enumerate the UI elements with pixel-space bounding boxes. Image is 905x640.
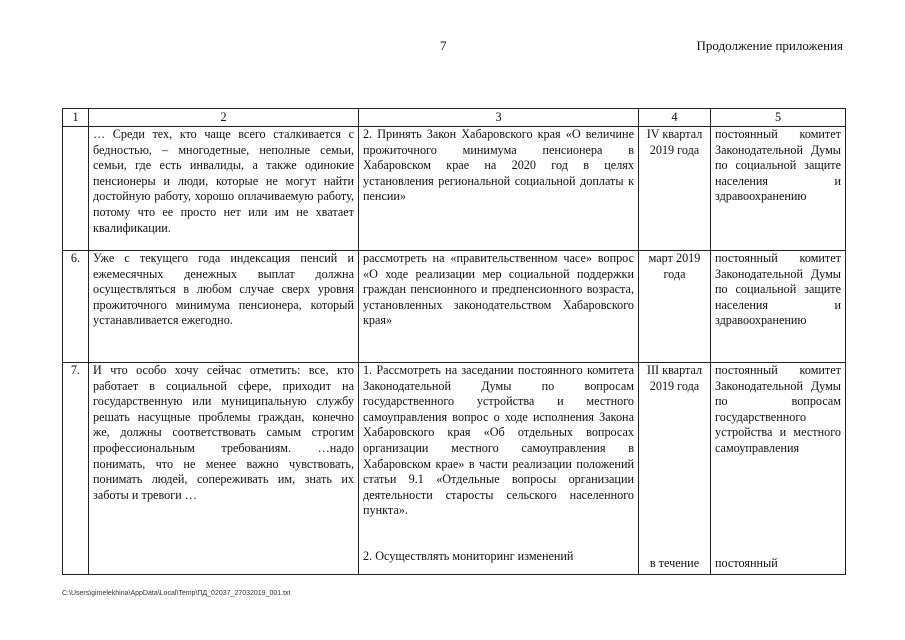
page-number: 7 <box>440 38 447 53</box>
action-cell: рассмотреть на «правительственном часе» вопрос «О ходе реализации мер социальной поддержки граждан пенсионного и предпенсионного возраста, установленных законодательством Хабаровского края» <box>359 251 639 363</box>
responsible-item-2: постоянный <box>715 556 778 571</box>
action-cell: 2. Принять Закон Хабаровского края «О величине прожиточного минимума пенсионера в Хабаровском крае на 2020 год в целях установления региональной социальной доплаты к пенсии» <box>359 127 639 251</box>
term-cell: IV квартал 2019 года <box>639 127 711 251</box>
column-header: 4 <box>639 109 711 127</box>
column-header: 1 <box>63 109 89 127</box>
table-row <box>63 127 846 251</box>
row-number: 7. <box>63 363 89 575</box>
row-number: 6. <box>63 251 89 363</box>
term-cell: март 2019 года <box>639 251 711 363</box>
table-row <box>63 363 846 575</box>
row-number <box>63 127 89 251</box>
column-header: 3 <box>359 109 639 127</box>
quote-cell: … Среди тех, кто чаще всего сталкивается с бедностью, – многодетные, неполные семьи, семьи, где есть инвалиды, а также одинокие пенсионеры и люди, которые не могут найти достойную работу, хорошо оплачиваемую работу, потому что ее просто нет или им не хватает квалификации. <box>89 127 359 251</box>
table-header-row <box>63 109 846 127</box>
responsible-cell: постоянный комитет Законодательной Думы по социальной защите населения и здравоохранению <box>711 251 846 363</box>
term-item-2: в течение <box>649 556 700 571</box>
plan-table <box>62 108 846 575</box>
term-cell <box>639 363 711 575</box>
responsible-cell: постоянный комитет Законодательной Думы по социальной защите населения и здравоохранению <box>711 127 846 251</box>
column-header: 5 <box>711 109 846 127</box>
action-item-2: 2. Осуществлять мониторинг изменений <box>363 548 574 563</box>
responsible-cell <box>711 363 846 575</box>
column-header: 2 <box>89 109 359 127</box>
action-item-1: 1. Рассмотреть на заседании постоянного комитета Законодательной Думы по вопросам государственного устройства и местного самоуправления вопрос о ходе исполнения Закона Хабаровского края «Об отдельных вопросах организации местного самоуправления в Хабаровском крае» в части реализации положений статьи 9.1 «Отдельные вопросы организации деятельности старосты сельского населенного пункта». <box>363 363 634 518</box>
table-row <box>63 251 846 363</box>
term-item-1: III квартал 2019 года <box>646 363 703 393</box>
continuation-title: Продолжение приложения <box>696 38 843 53</box>
responsible-item-1: постоянный комитет Законодательной Думы по вопросам государственного устройства и местного самоуправления <box>715 363 841 455</box>
action-cell <box>359 363 639 575</box>
file-path-footer: C:\Users\gimelekhina\AppData\Local\Temp\ПД_02037_27032019_001.txt <box>62 590 291 597</box>
quote-cell: И что особо хочу сейчас отметить: все, кто работает в социальной сфере, приходит на государственную или муниципальную службу решать насущные проблемы граждан, конечно же, должны соответствовать самым строгим профессиональным требованиям. …надо понимать, что не менее важно чувствовать, понимать людей, сопереживать им, знать их заботы и тревоги … <box>89 363 359 575</box>
quote-cell: Уже с текущего года индексация пенсий и ежемесячных денежных выплат должна осуществляться в любом случае сверх уровня прожиточного минимума пенсионера, который устанавливается ежегодно. <box>89 251 359 363</box>
